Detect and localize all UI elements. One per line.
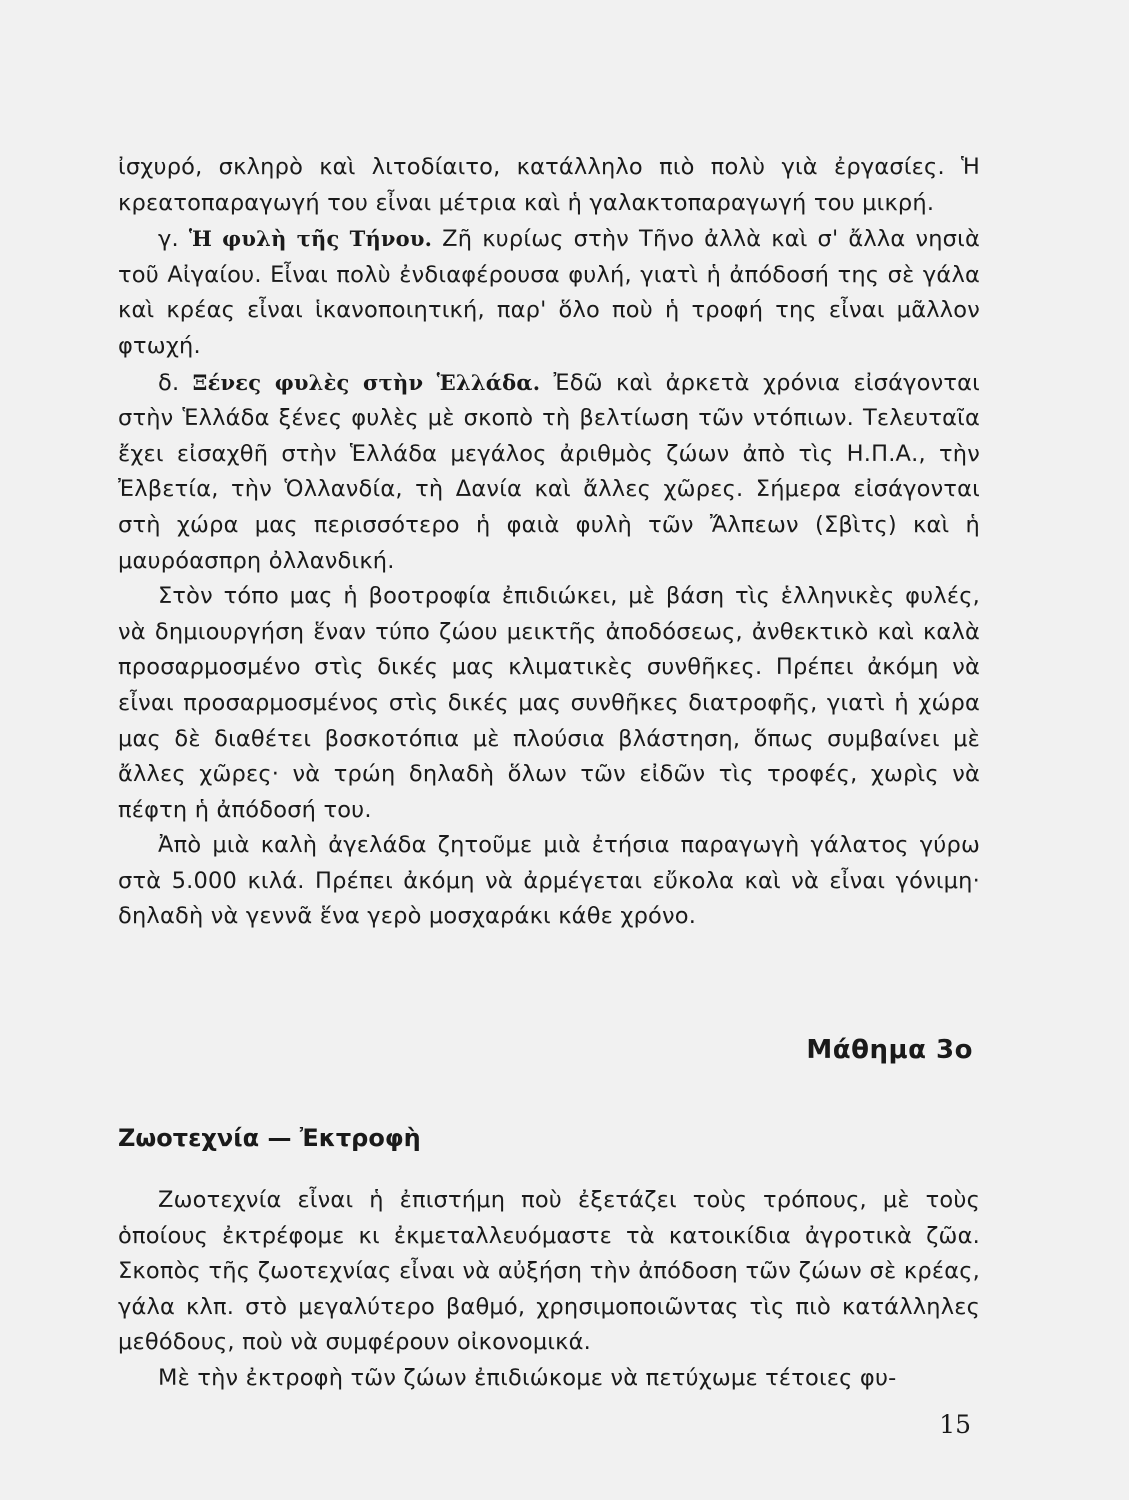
paragraph-breeding-aims: Μὲ τὴν ἐκτροφὴ τῶν ζώων ἐπιδιώκομε νὰ πετύχωμε τέτοιες φυ- <box>158 1364 897 1391</box>
paragraph-foreign-breeds <box>118 365 980 580</box>
tinos-breed-text: Ζῆ κυρίως στὴν Τῆνο ἀλλὰ καὶ σ' ἄλλα νησιὰ τοῦ Αἰγαίου. Εἶναι πολὺ ἐνδιαφέρουσα φυλή, γιατὶ ἡ ἀπόδοσή της σὲ γάλα καὶ κρέας εἶναι ἱκανοποιητική, παρ' ὅλο ποὺ ἡ τροφή της εἶναι μᾶλλον φτωχή. <box>118 226 980 359</box>
page-number: 15 <box>939 1410 971 1439</box>
item-marker: γ. <box>158 226 189 253</box>
tinos-breed-title: Ἡ φυλὴ τῆς Τήνου. <box>188 226 433 252</box>
paragraph-cattle-breeding-goals: Στὸν τόπο μας ἡ βοοτροφία ἐπιδιώκει, μὲ βάση τὶς ἑλληνικὲς φυλές, νὰ δημιουργήση ἕναν τύπο ζώου μεικτῆς ἀποδόσεως, ἀνθεκτικὸ καὶ καλὰ προσαρμοσμένο στὶς δικές μας κλιματικὲς συνθῆκες. Πρέπει ἀκόμη νὰ εἶναι προσαρμοσμένος στὶς δικές μας συνθῆκες διατροφῆς, γιατὶ ἡ χώρα μας δὲ διαθέτει βοσκοτόπια μὲ πλούσια βλάστηση, ὅπως συμβαίνει μὲ ἄλλες χῶρες· νὰ τρώη δηλαδὴ ὅλων τῶν εἰδῶν τὶς τροφές, χωρὶς νὰ πέφτη ἡ ἀπόδοσή του. <box>118 583 980 823</box>
section-heading: Ζωοτεχνία — Ἐκτροφὴ <box>118 1124 421 1152</box>
item-marker: δ. <box>158 369 193 396</box>
foreign-breeds-text: Ἐδῶ καὶ ἀρκετὰ χρόνια εἰσάγονται στὴν Ἑλλάδα ξένες φυλὲς μὲ σκοπὸ τὴ βελτίωση τῶν ντόπιων. Τελευταῖα ἔχει εἰσαχθῆ στὴν Ἑλλάδα μεγάλος ἀριθμὸς ζώων ἀπὸ τὶς Η.Π.Α., τὴν Ἐλβετία, τὴν Ὁλλανδία, τὴ Δανία καὶ ἄλλες χῶρες. Σήμερα εἰσάγονται στὴ χώρα μας περισσότερο ἡ φαιὰ φυλὴ τῶν Ἄλπεων (Σβὶτς) καὶ ἡ μαυρόασπρη ὀλλανδική. <box>118 369 980 574</box>
lesson-heading: Μάθημα 3ο <box>806 1035 973 1065</box>
paragraph-good-cow: Ἀπὸ μιὰ καλὴ ἀγελάδα ζητοῦμε μιὰ ἐτήσια παραγωγὴ γάλατος γύρω στὰ 5.000 κιλά. Πρέπει ἀκόμη νὰ ἀρμέγεται εὔκολα καὶ νὰ εἶναι γόνιμη· δηλαδὴ νὰ γεννᾶ ἕνα γερὸ μοσχαράκι κάθε χρόνο. <box>118 832 980 930</box>
upper-text-block <box>118 150 980 935</box>
lower-text-block <box>118 1183 980 1397</box>
paragraph-tinos-breed <box>118 221 980 364</box>
paragraph-zootechnics-definition: Ζωοτεχνία εἶναι ἡ ἐπιστήμη ποὺ ἐξετάζει τοὺς τρόπους, μὲ τοὺς ὁποίους ἐκτρέφομε κι ἐκμεταλλευόμαστε τὰ κατοικίδια ἀγροτικὰ ζῶα. Σκοπὸς τῆς ζωοτεχνίας εἶναι νὰ αὐξήση τὴν ἀπόδοση τῶν ζώων σὲ κρέας, γάλα κλπ. στὸ μεγαλύτερο βαθμό, χρησιμοποιῶντας τὶς πιὸ κατάλληλες μεθόδους, ποὺ νὰ συμφέρουν οἰκονομικά. <box>118 1187 980 1356</box>
foreign-breeds-title: Ξένες φυλὲς στὴν Ἑλλάδα. <box>192 369 541 395</box>
paragraph-zebu-description: ἰσχυρό, σκληρὸ καὶ λιτοδίαιτο, κατάλληλο πιὸ πολὺ γιὰ ἐργασίες. Ἡ κρεατοπαραγωγή του εἶναι μέτρια καὶ ἡ γαλακτοπαραγωγή του μικρή. <box>118 154 980 216</box>
